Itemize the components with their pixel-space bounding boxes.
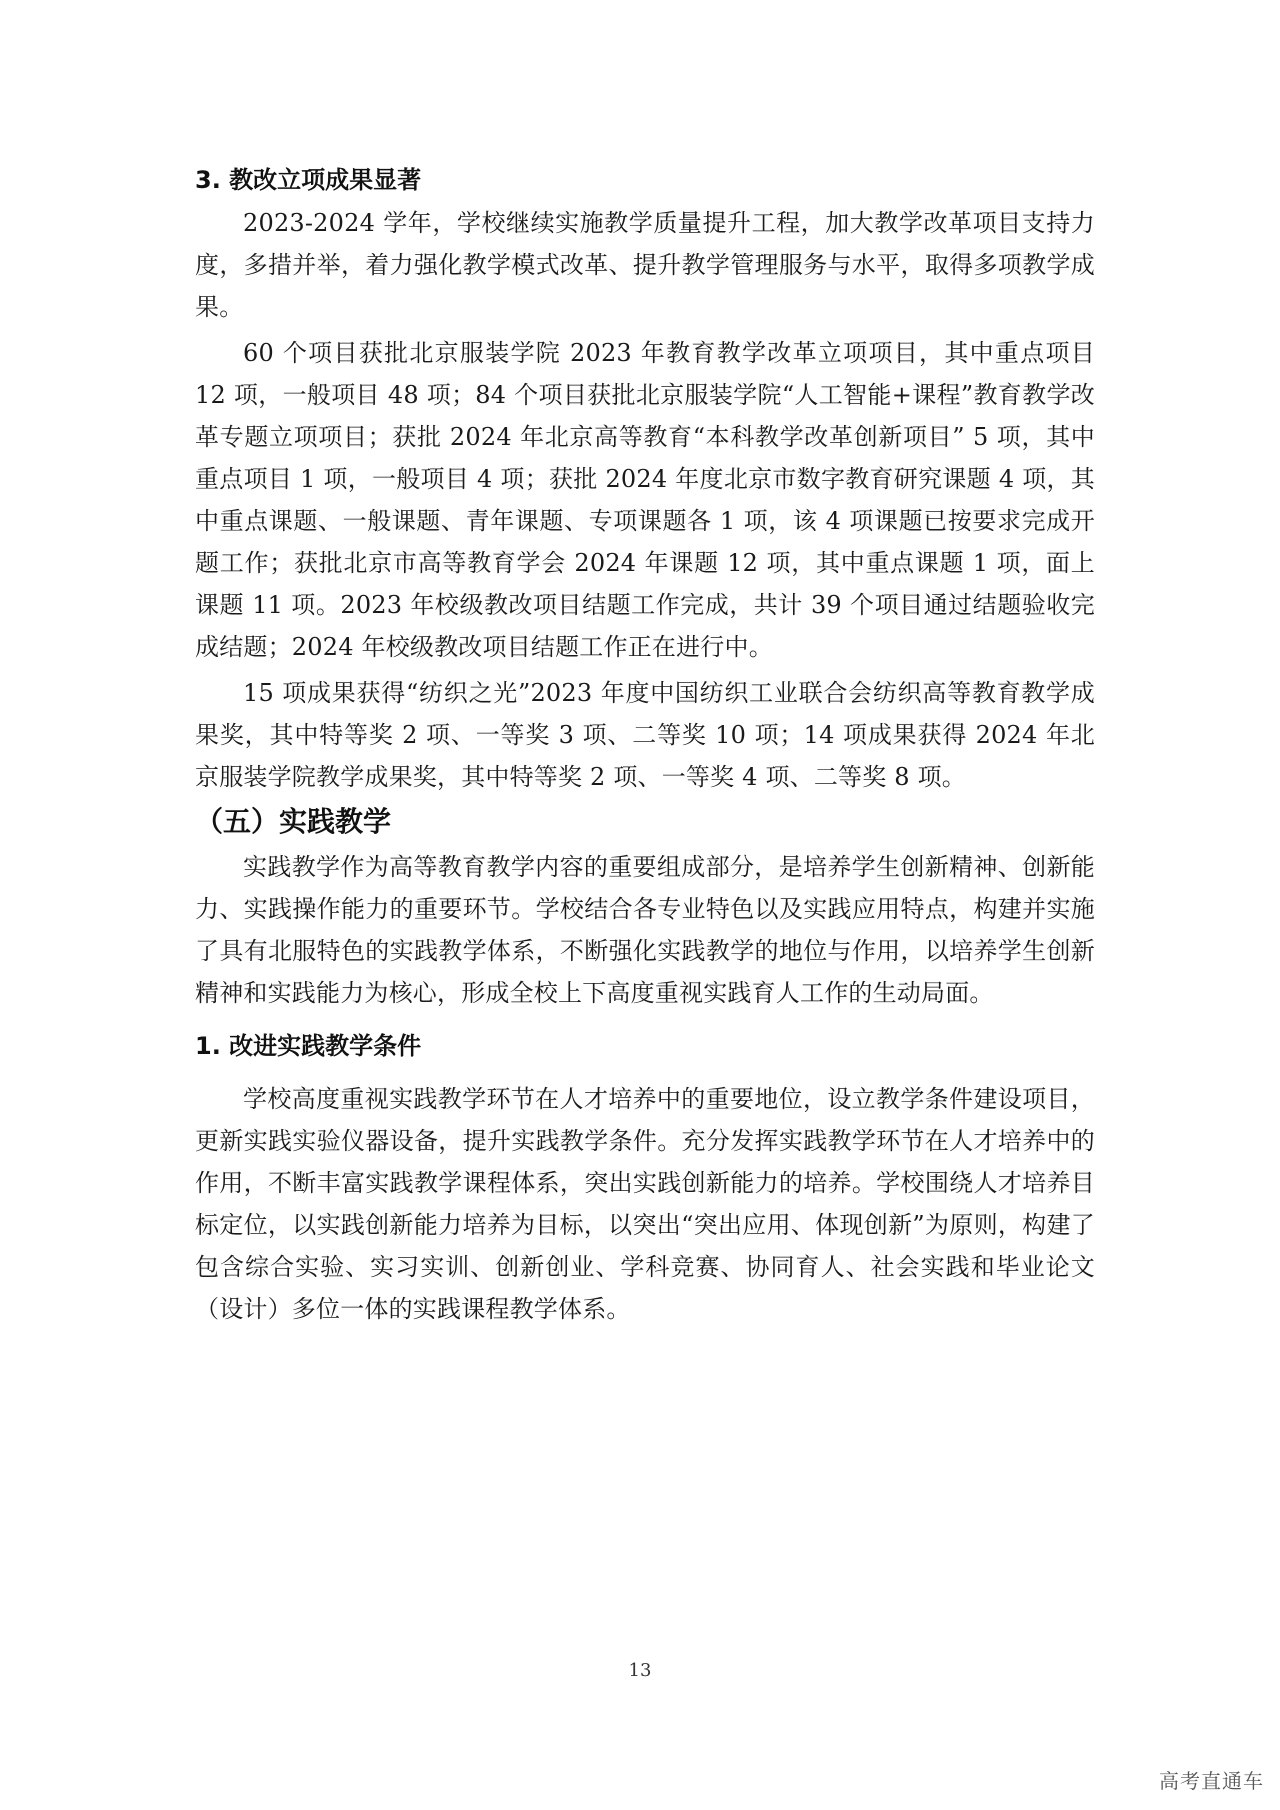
paragraph-improve-conditions: 学校高度重视实践教学环节在人才培养中的重要地位，设立教学条件建设项目，更新实践实验仪器设备，提升实践教学条件。充分发挥实践教学环节在人才培养中的作用，不断丰富实践教学课程体系，突出实践创新能力的培养。学校围绕人才培养目标定位，以实践创新能力培养为目标，以突出“突出应用、体现创新”为原则，构建了包含综合实验、实习实训、创新创业、学科竞赛、协同育人、社会实践和毕业论文（设计）多位一体的实践课程教学体系。 — [195, 1085, 1095, 1323]
page-number: 13 — [628, 1660, 652, 1681]
watermark-text: 高考直通车 — [1159, 1769, 1264, 1793]
section-heading-practice-teaching: （五）实践教学 — [195, 805, 392, 838]
paragraph-reform-intro: 2023-2024 学年，学校继续实施教学质量提升工程，加大教学改革项目支持力度，多措并举，着力强化教学模式改革、提升教学管理服务与水平，取得多项教学成果。 — [195, 209, 1095, 321]
paragraph-reform-awards: 15 项成果获得“纺织之光”2023 年度中国纺织工业联合会纺织高等教育教学成果奖，其中特等奖 2 项、一等奖 3 项、二等奖 10 项；14 项成果获得 2024 年北京服装学院教学成果奖，其中特等奖 2 项、一等奖 4 项、二等奖 8 项。 — [195, 679, 1095, 791]
paragraph-practice-intro: 实践教学作为高等教育教学内容的重要组成部分，是培养学生创新精神、创新能力、实践操作能力的重要环节。学校结合各专业特色以及实践应用特点，构建并实施了具有北服特色的实践教学体系，不断强化实践教学的地位与作用，以培养学生创新精神和实践能力为核心，形成全校上下高度重视实践育人工作的生动局面。 — [195, 853, 1095, 1007]
document-page — [195, 162, 1095, 1330]
section-heading-teaching-reform: 3. 教改立项成果显著 — [195, 166, 422, 194]
paragraph-reform-projects: 60 个项目获批北京服装学院 2023 年教育教学改革立项项目，其中重点项目 12 项，一般项目 48 项；84 个项目获批北京服装学院“人工智能+课程”教育教学改革专题立项项目；获批 2024 年北京高等教育“本科教学改革创新项目” 5 项，其中重点项目 1 项，一般项目 4 项；获批 2024 年度北京市数字教育研究课题 4 项，其中重点课题、一般课题、青年课题、专项课题各 1 项，该 4 项课题已按要求完成开题工作；获批北京市高等教育学会 2024 年课题 12 项，其中重点课题 1 项，面上课题 11 项。2023 年校级教改项目结题工作完成，共计 39 个项目通过结题验收完成结题；2024 年校级教改项目结题工作正在进行中。 — [195, 339, 1095, 661]
subsection-heading-improve-conditions: 1. 改进实践教学条件 — [195, 1032, 422, 1060]
